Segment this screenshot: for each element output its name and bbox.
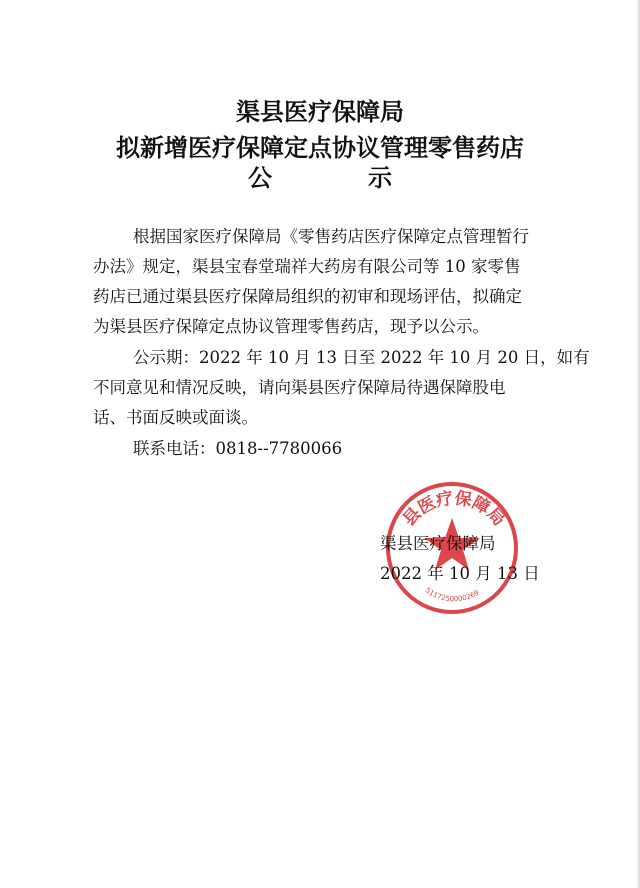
- paragraph-line: 根据国家医疗保障局《零售药店医疗保障定点管理暂行: [133, 227, 529, 246]
- paragraph-line: 话、书面反映或面谈。: [93, 408, 258, 427]
- paragraph-main: [93, 222, 555, 342]
- paragraph-line: 公示期：2022 年 10 月 13 日至 2022 年 10 月 20 日，如有: [133, 348, 590, 367]
- title-issuer: 渠县医疗保障局: [236, 98, 404, 126]
- seal-text: 县医疗保障局: [399, 488, 509, 531]
- paragraph-line: 为渠县医疗保障定点协议管理零售药店，现予以公示。: [93, 317, 489, 336]
- title-notice: [0, 158, 640, 193]
- signature-date: 2022 年 10 月 13 日: [380, 564, 540, 583]
- contact-line: [93, 434, 555, 464]
- title-notice-char-1: 公: [248, 164, 272, 192]
- paragraph-line: 药店已通过渠县医疗保障局组织的初审和现场评估，拟确定: [93, 287, 522, 306]
- title-subject: 拟新增医疗保障定点协议管理零售药店: [116, 134, 524, 162]
- seal-serial: 5117250000269: [423, 586, 481, 604]
- contact-phone: 联系电话：0818--7780066: [133, 439, 343, 458]
- title-notice-char-2: 示: [368, 164, 392, 192]
- signature-org: 渠县医疗保障局: [380, 534, 496, 553]
- paragraph-period: [93, 343, 590, 433]
- paragraph-line: 办法》规定，渠县宝春堂瑞祥大药房有限公司等 10 家零售: [93, 257, 521, 276]
- paragraph-line: 不同意见和情况反映，请向渠县医疗保障局待遇保障股电: [93, 378, 506, 397]
